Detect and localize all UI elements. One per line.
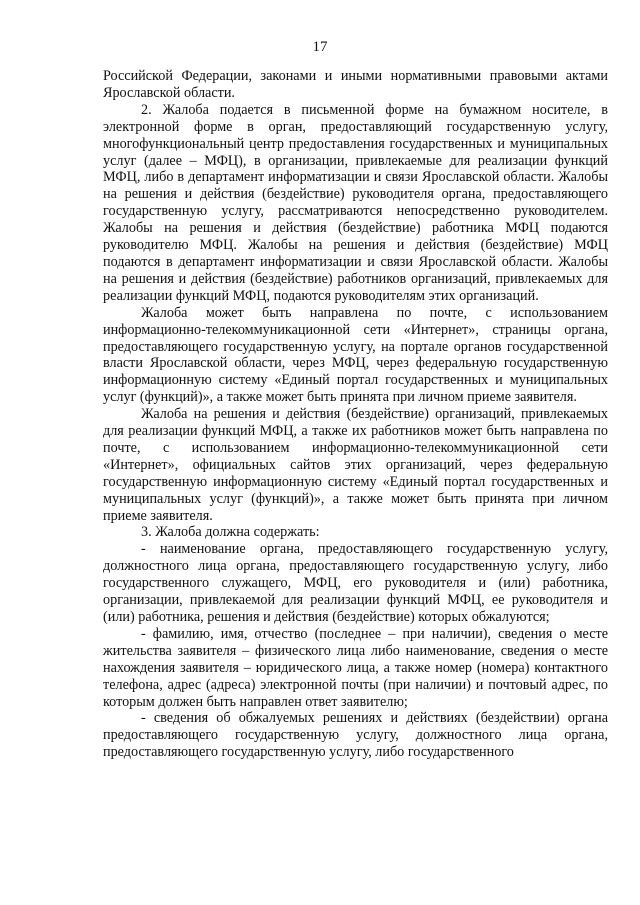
paragraph: Жалоба на решения и действия (бездействие) организаций, привлекаемых для реализации функций МФЦ, а также их работников может быть направлена по почте, с использованием информационно-телекоммуникационной сети «Интернет», официальных сайтов этих организаций, через федеральную государственную информационную систему «Единый портал государственных и муниципальных услуг (функций)», а также может быть принята при личном приеме заявителя. [103, 406, 608, 524]
list-item: - сведения об обжалуемых решениях и действиях (бездействии) органа предоставляющего государственную услугу, должностного лица органа, предоставляющего государственную услугу, либо государственного [103, 710, 608, 761]
paragraph: 2. Жалоба подается в письменной форме на бумажном носителе, в электронной форме в орган, предоставляющий государственную услугу, многофункциональный центр предоставления государственных и муниципальных услуг (далее – МФЦ), в организации, привлекаемые для реализации функций МФЦ, либо в департамент информатизации и связи Ярославской области. Жалобы на решения и действия (бездействие) руководителя органа, предоставляющего государственную услугу, рассматриваются непосредственно руководителем. Жалобы на решения и действия (бездействие) работника МФЦ подаются руководителю МФЦ. Жалобы на решения и действия (бездействие) МФЦ подаются в департамент информатизации и связи Ярославской области. Жалобы на решения и действия (бездействие) работников организаций, привлекаемых для реализации функций МФЦ, подаются руководителям этих организаций. [103, 101, 608, 304]
document-body [103, 68, 608, 761]
list-item: - фамилию, имя, отчество (последнее – при наличии), сведения о месте жительства заявителя – физического лица либо наименование, сведения о месте нахождения заявителя – юридического лица, а также номер (номера) контактного телефона, адрес (адреса) электронной почты (при наличии) и почтовый адрес, по которым должен быть направлен ответ заявителю; [103, 625, 608, 710]
paragraph: 3. Жалоба должна содержать: [141, 524, 320, 541]
page-number: 17 [312, 39, 328, 55]
paragraph: Российской Федерации, законами и иными нормативными правовыми актами Ярославской области. [103, 68, 608, 101]
paragraph: Жалоба может быть направлена по почте, с использованием информационно-телекоммуникационной сети «Интернет», страницы органа, предоставляющего государственную услугу, на портале органов государственной власти Ярославской области, через МФЦ, через федеральную государственную информационную систему «Единый портал государственных и муниципальных услуг (функций)», а также может быть принята при личном приеме заявителя. [103, 304, 608, 406]
list-item: - наименование органа, предоставляющего государственную услугу, должностного лица органа, предоставляющего государственную услугу, либо государственного служащего, МФЦ, его руководителя и (или) работника, организации, привлекаемой для реализации функций МФЦ, ее руководителя и (или) работника, решения и действия (бездействие) которых обжалуются; [103, 541, 608, 625]
